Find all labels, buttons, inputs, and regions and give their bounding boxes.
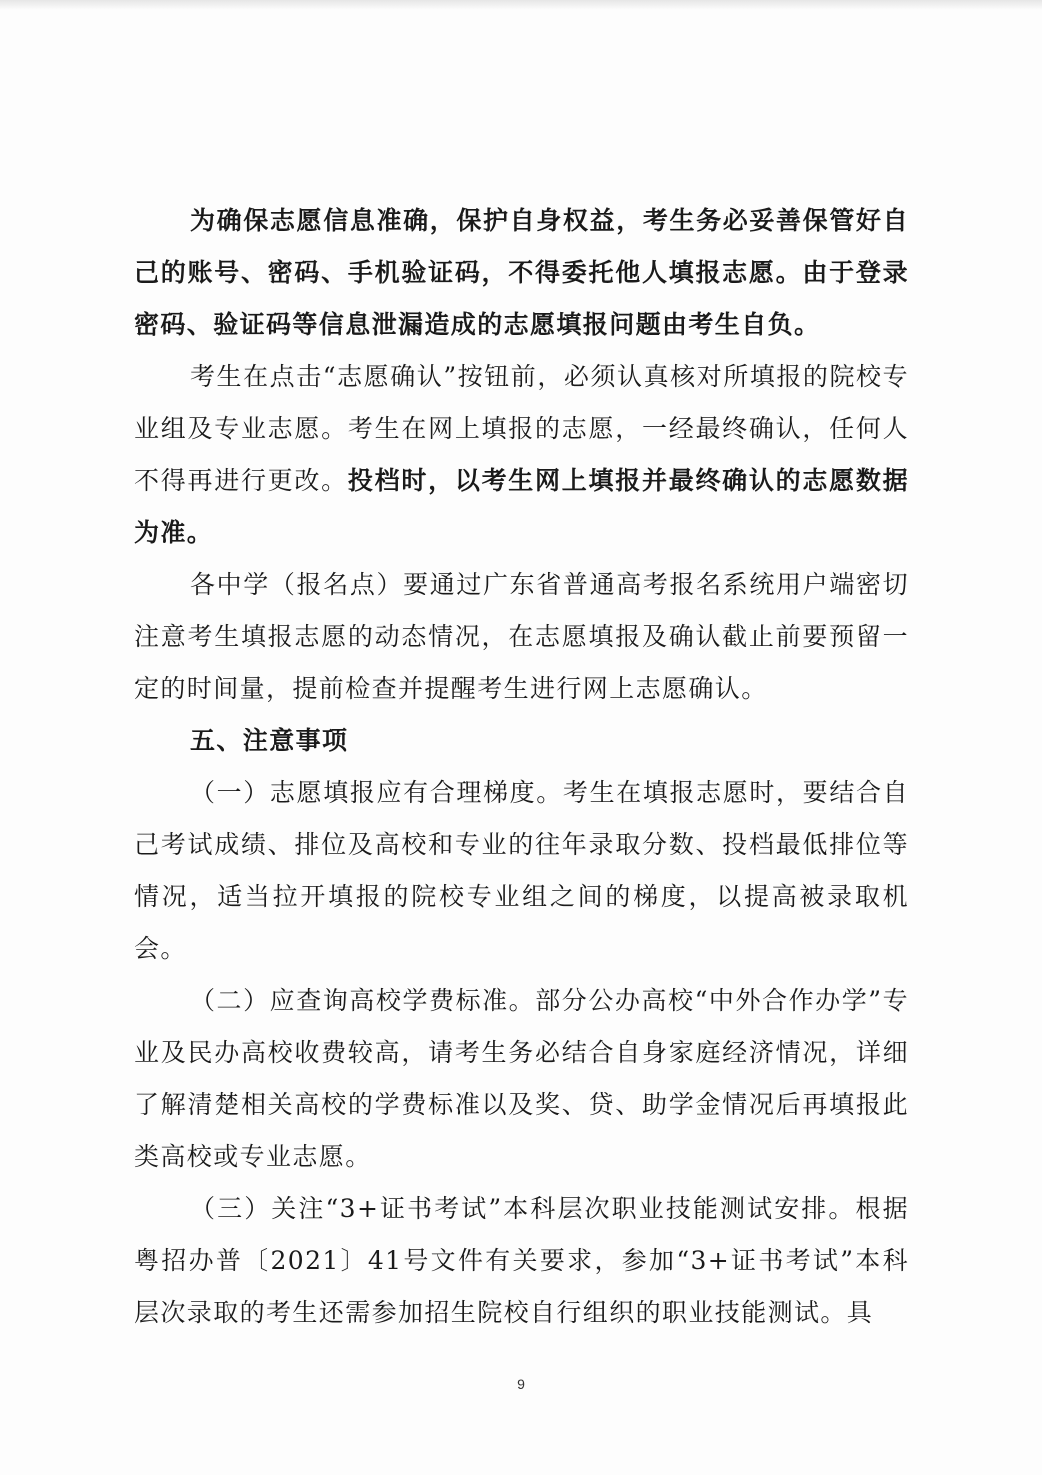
paragraph-note-tuition xyxy=(134,975,909,1183)
paragraph-note-skill-test-text: （三）关注“3+证书考试”本科层次职业技能测试安排。根据粤招办普〔2021〕41号文件有关要求，参加“3+证书考试”本科层次录取的考生还需参加招生院校自行组织的职业技能测试。具 xyxy=(134,1194,909,1327)
section-heading-notes: 五、注意事项 xyxy=(190,726,349,755)
paragraph-confirm-button xyxy=(134,351,909,559)
paragraph-note-skill-test xyxy=(134,1183,909,1339)
page-number: 9 xyxy=(517,1376,525,1392)
paragraph-note-gradient-text: （一）志愿填报应有合理梯度。考生在填报志愿时，要结合自己考试成绩、排位及高校和专业的往年录取分数、投档最低排位等情况，适当拉开填报的院校专业组之间的梯度，以提高被录取机会。 xyxy=(134,778,909,963)
paragraph-account-security-text: 为确保志愿信息准确，保护自身权益，考生务必妥善保管好自己的账号、密码、手机验证码，不得委托他人填报志愿。由于登录密码、验证码等信息泄漏造成的志愿填报问题由考生自负。 xyxy=(134,206,909,339)
paragraph-account-security xyxy=(134,195,909,351)
paragraph-confirm-button-bold: 投档时，以考生网上填报并最终确认的志愿数据为准。 xyxy=(134,466,910,547)
scan-top-edge xyxy=(0,0,1042,10)
paragraph-confirm-button-text: 考生在点击“志愿确认”按钮前，必须认真核对所填报的院校专业组及专业志愿。考生在网上填报的志愿，一经最终确认，任何人不得再进行更改。 xyxy=(134,362,909,495)
paragraph-note-tuition-text: （二）应查询高校学费标准。部分公办高校“中外合作办学”专业及民办高校收费较高，请考生务必结合自身家庭经济情况，详细了解清楚相关高校的学费标准以及奖、贷、助学金情况后再填报此类高校或专业志愿。 xyxy=(134,986,909,1171)
document-body xyxy=(134,195,909,1339)
paragraph-school-monitoring-text: 各中学（报名点）要通过广东省普通高考报名系统用户端密切注意考生填报志愿的动态情况，在志愿填报及确认截止前要预留一定的时间量，提前检查并提醒考生进行网上志愿确认。 xyxy=(134,570,909,703)
paragraph-note-gradient xyxy=(134,767,909,975)
paragraph-school-monitoring xyxy=(134,559,909,715)
